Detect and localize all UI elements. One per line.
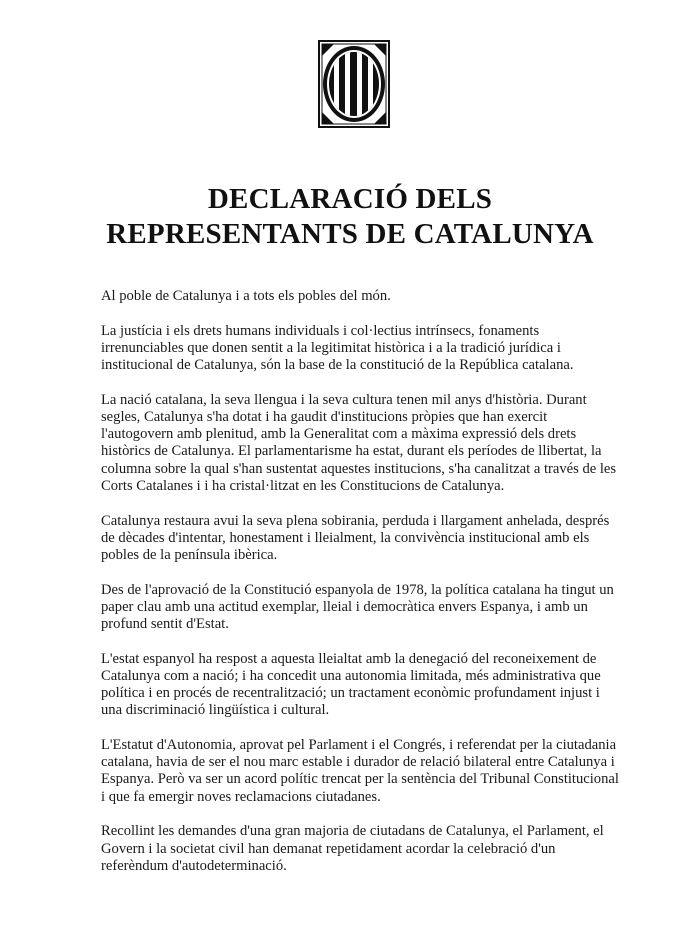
document-title [0,182,700,252]
paragraph: La justícia i els drets humans individuals i col·lectius intrínsecs, fonaments irrenunciables que donen sentit a la legitimitat històrica i a la tradició jurídica i institucional de Catalunya, són la base de la constitució de la República catalana. [101,322,574,374]
paragraph: Catalunya restaura avui la seva plena sobirania, perduda i llargament anhelada, després de dècades d'intentar, honestament i lleialment, la convivència institucional amb els pobles de la península ibèrica. [101,512,610,563]
paragraph: La nació catalana, la seva llengua i la seva cultura tenen mil anys d'història. Durant segles, Catalunya s'ha dotat i ha gaudit d'institucions pròpies que han exercit l'autogovern amb plenitud, amb la Generalitat com a màxima expressió dels drets històrics de Catalunya. El parlamentarisme ha estat, durant els períodes de llibertat, la columna sobre la qual s'han sustentat aquestes institucions, s'ha canalitzat a través de les Corts Catalanes i i ha cristal·litzat en les Constitucions de Catalunya. [101,391,617,494]
paragraph: L'estat espanyol ha respost a aquesta lleialtat amb la denegació del reconeixement de Catalunya com a nació; i ha concedit una autonomia limitada, més administrativa que política i en procés de recentralització; un tractament econòmic profundament injust i una discriminació lingüística i cultural. [101,650,601,719]
title-line-2: REPRESENTANTS DE CATALUNYA [106,218,594,250]
declaration-body [101,288,621,892]
paragraph: L'Estatut d'Autonomia, aprovat pel Parlament i el Congrés, i referendat per la ciutadania catalana, havia de ser el nou marc estable i durador de relació bilateral entre Catalunya i Espanya. Però va ser un acord polític trencat per la sentència del Tribunal Constitucional i que fa emergir noves reclamacions ciutadanes. [101,737,619,805]
paragraph: Recollint les demandes d'una gran majoria de ciutadans de Catalunya, el Parlament, el Govern i la societat civil han demanat repetidament acordar la celebració d'un referèndum d'autodeterminació. [101,823,604,874]
salutation: Al poble de Catalunya i a tots els pobles del món. [101,288,391,304]
paragraph: Des de l'aprovació de la Constitució espanyola de 1978, la política catalana ha tingut un paper clau amb una actitud exemplar, lleial i democràtica envers Espanya, i amb un profund sentit d'Estat. [101,581,614,633]
title-line-1: DECLARACIÓ DELS [207,183,493,215]
catalan-coat-of-arms-icon [318,40,390,128]
